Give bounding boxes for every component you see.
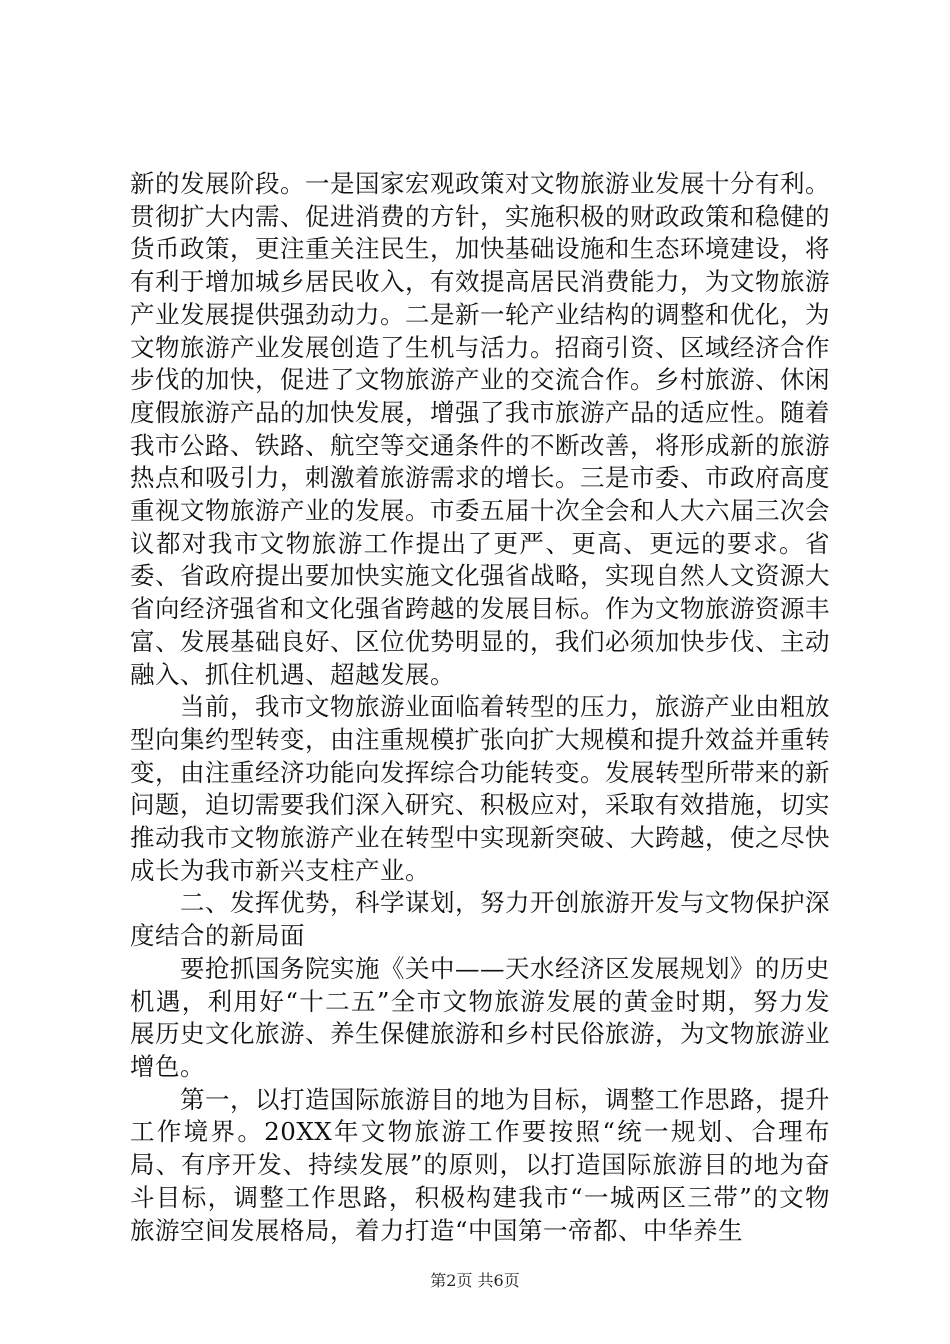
paragraph-policy-opportunities: 新的发展阶段。一是国家宏观政策对文物旅游业发展十分有利。贯彻扩大内需、促进消费的方针，实施积极的财政政策和稳健的货币政策，更注重关注民生，加快基础设施和生态环境建设，将有利于增加城乡居民收入，有效提高居民消费能力，为文物旅游产业发展提供强劲动力。二是新一轮产业结构的调整和优化，为文物旅游产业发展创造了生机与活力。招商引资、区域经济合作步伐的加快，促进了文物旅游产业的交流合作。乡村旅游、休闲度假旅游产品的加快发展，增强了我市旅游产品的适应性。随着我市公路、铁路、航空等交通条件的不断改善，将形成新的旅游热点和吸引力，刺激着旅游需求的增长。三是市委、市政府高度重视文物旅游产业的发展。市委五届十次全会和人大六届三次会议都对我市文物旅游工作提出了更严、更高、更远的要求。省委、省政府提出要加快实施文化强省战略，实现自然人文资源大省向经济强省和文化强省跨越的发展目标。作为文物旅游资源丰富、发展基础良好、区位优势明显的，我们必须加快步伐、主动融入、抓住机遇、超越发展。	[130, 169, 830, 689]
page-number-footer: 第2页 共6页	[430, 1271, 520, 1290]
paragraph-seize-opportunity: 要抢抓国务院实施《关中——天水经济区发展规划》的历史机遇，利用好“十二五”全市文物旅游发展的黄金时期，努力发展历史文化旅游、养生保健旅游和乡村民俗旅游，为文物旅游业增色。	[130, 953, 830, 1081]
section-heading-two: 二、发挥优势，科学谋划，努力开创旅游开发与文物保护深度结合的新局面	[130, 888, 830, 951]
paragraph-transformation-pressure: 当前，我市文物旅游业面临着转型的压力，旅游产业由粗放型向集约型转变，由注重规模扩张向扩大规模和提升效益并重转变，由注重经济功能向发挥综合功能转变。发展转型所带来的新问题，迫切需要我们深入研究、积极应对，采取有效措施，切实推动我市文物旅游产业在转型中实现新突破、大跨越，使之尽快成长为我市新兴支柱产业。	[130, 692, 830, 885]
paragraph-first-point: 第一，以打造国际旅游目的地为目标，调整工作思路，提升工作境界。20XX年文物旅游工作要按照“统一规划、合理布局、有序开发、持续发展”的原则，以打造国际旅游目的地为奋斗目标，调整工作思路，积极构建我市“一城两区三带”的文物旅游空间发展格局，着力打造“中国第一帝都、中华养生	[130, 1084, 830, 1245]
document-body	[130, 168, 830, 1247]
